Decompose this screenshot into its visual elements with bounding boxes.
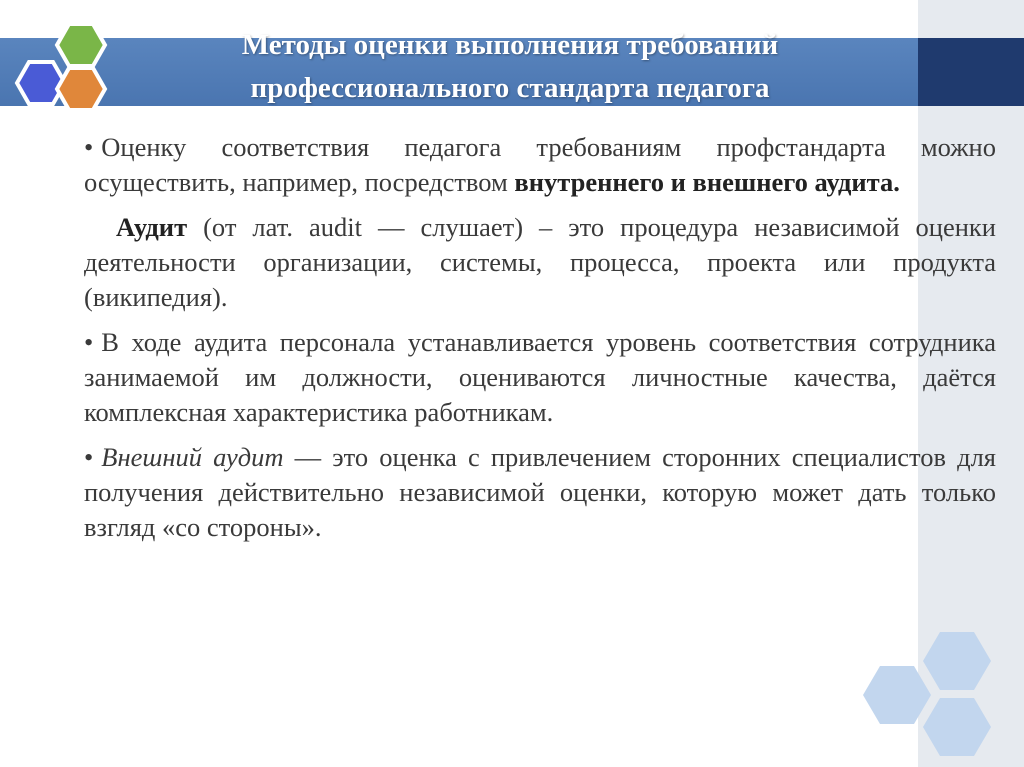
paragraph-3-text: В ходе аудита персонала устанавливается уровень соответствия сотрудника занимаемой им должности, оцениваются личностные качества, даётся комплексная характеристика работникам.: [84, 327, 996, 427]
paragraph-2: [84, 210, 996, 315]
hexagon-logo-icon: [8, 20, 118, 120]
paragraph-1: [84, 130, 996, 200]
paragraph-1-text: Оценку соответствия педагога требованиям профстандарта можно осуществить, например, посредством: [84, 132, 996, 197]
deco-hexagon-top: [923, 632, 991, 690]
paragraph-2-bold: Аудит: [116, 212, 188, 242]
green-hexagon: [57, 24, 105, 66]
bullet-4: •: [84, 442, 94, 472]
bullet-1: •: [84, 132, 94, 162]
paragraph-4: [84, 440, 996, 545]
deco-hexagon-bottom: [923, 698, 991, 756]
orange-hexagon: [57, 68, 105, 110]
paragraph-3: [84, 325, 996, 430]
deco-hexagon-left: [863, 666, 931, 724]
paragraph-2-text: (от лат. audit — слушает) – это процедура независимой оценки деятельности организации, системы, процесса, проекта или продукта (википедия).: [84, 212, 996, 312]
paragraph-1-bold: внутреннего и внешнего аудита.: [514, 167, 900, 197]
title-line-1: Методы оценки выполнения требований: [241, 29, 779, 61]
bullet-3: •: [84, 327, 94, 357]
paragraph-4-text: — это оценка с привлечением сторонних специалистов для получения действительно независимой оценки, которую может дать только взгляд «со стороны».: [84, 442, 996, 542]
slide-title: [110, 24, 910, 110]
title-line-2: профессионального стандарта педагога: [250, 72, 770, 104]
paragraph-4-italic: Внешний аудит: [101, 442, 284, 472]
title-bar-dark-end: [918, 38, 1024, 106]
slide-body: [84, 130, 996, 555]
blue-hexagon: [17, 62, 65, 104]
decorative-hexagons-icon: [858, 628, 998, 760]
